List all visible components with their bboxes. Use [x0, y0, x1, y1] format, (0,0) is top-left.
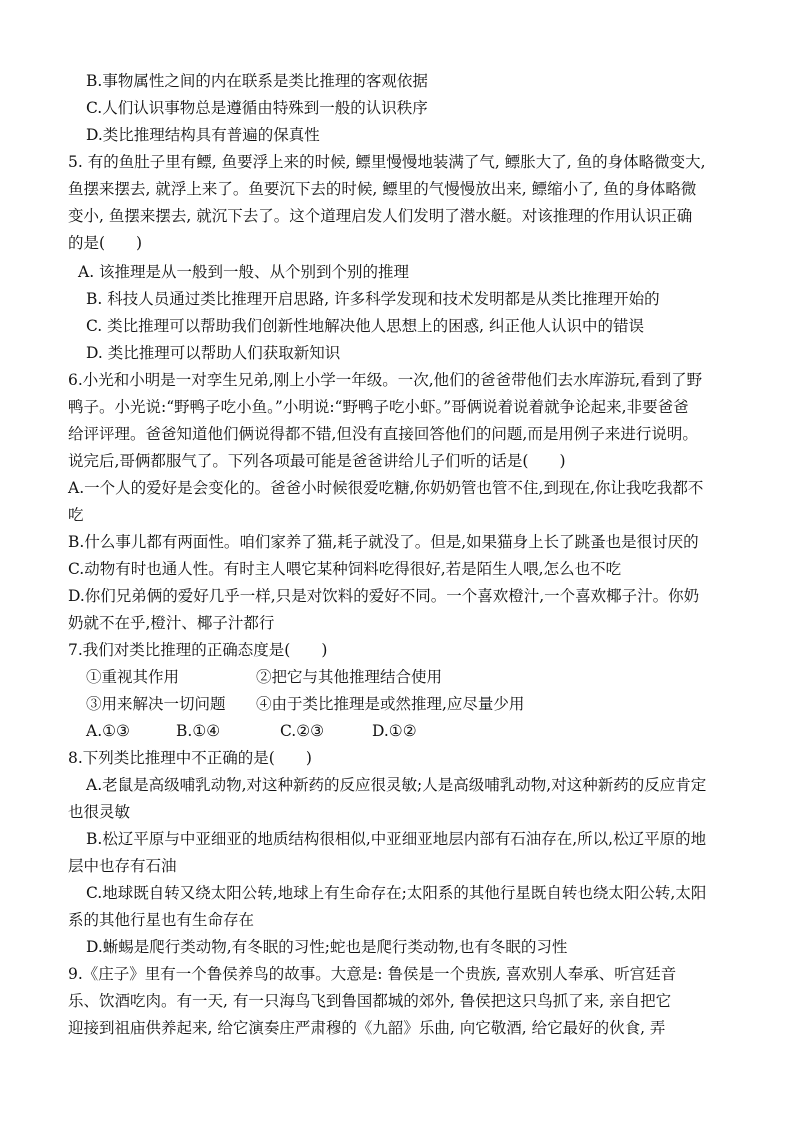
q8-option-b-cont: 层中也存有石油: [68, 857, 177, 875]
q6-option-d-cont: 奶就不在乎,橙汁、椰子汁都行: [68, 614, 275, 632]
q5-option-a: A. 该推理是从一般到一般、从个别到个别的推理: [78, 263, 410, 281]
prev-option-c: C.人们认识事物总是遵循由特殊到一般的认识秩序: [86, 99, 428, 117]
q8-option-b: B.松辽平原与中亚细亚的地质结构很相似,中亚细亚地层内部有石油存在,所以,松辽平原的地: [86, 830, 707, 848]
q6-stem-line-1: 6.小光和小明是一对孪生兄弟,刚上小学一年级。一次,他们的爸爸带他们去水库游玩,看到了野: [68, 371, 703, 389]
prev-option-d: D.类比推理结构具有普遍的保真性: [86, 126, 320, 144]
q7-stem: 7.我们对类比推理的正确态度是( ): [68, 641, 328, 659]
q7-item-2: ②把它与其他推理结合使用: [256, 668, 443, 686]
q6-stem-line-3: 给评评理。爸爸知道他们俩说得都不错,但没有直接回答他们的问题,而是用例子来进行说明。: [68, 425, 698, 443]
prev-option-b: B.事物属性之间的内在联系是类比推理的客观依据: [86, 72, 428, 90]
q7-option-b: B.①④: [176, 722, 221, 740]
q5-stem-line-4: 的是( ): [68, 234, 143, 252]
q5-stem-line-2: 鱼摆来摆去, 就浮上来了。鱼要沉下去的时候, 鳔里的气慢慢放出来, 鳔缩小了, 鱼的身体略微: [68, 180, 697, 198]
q5-option-d: D. 类比推理可以帮助人们获取新知识: [86, 344, 341, 362]
q9-stem-line-3: 迎接到祖庙供养起来, 给它演奏庄严肃穆的《九韶》乐曲, 向它敬酒, 给它最好的伙食, 弄: [68, 1019, 666, 1037]
q5-option-b: B. 科技人员通过类比推理开启思路, 许多科学发现和技术发明都是从类比推理开始的: [86, 290, 660, 308]
q8-option-a: A.老鼠是高级哺乳动物,对这种新药的反应很灵敏;人是高级哺乳动物,对这种新药的反应肯定: [86, 776, 707, 794]
q5-stem-line-1: 5. 有的鱼肚子里有鳔, 鱼要浮上来的时候, 鳔里慢慢地装满了气, 鳔胀大了, 鱼的身体略微变大,: [68, 153, 706, 171]
q6-option-a: A.一个人的爱好是会变化的。爸爸小时候很爱吃糖,你奶奶管也管不住,到现在,你让我吃我都不: [68, 479, 704, 497]
q7-item-4: ④由于类比推理是或然推理,应尽量少用: [256, 695, 525, 713]
q9-stem-line-1: 9.《庄子》里有一个鲁侯养鸟的故事。大意是: 鲁侯是一个贵族, 喜欢别人奉承、听宫廷音: [68, 965, 677, 983]
q7-option-a: A.①③: [86, 722, 130, 740]
q7-option-d: D.①②: [372, 722, 417, 740]
q7-option-c: C.②③: [280, 722, 325, 740]
q8-option-c-cont: 系的其他行星也有生命存在: [68, 911, 255, 929]
q8-stem: 8.下列类比推理中不正确的是( ): [68, 749, 312, 767]
q7-item-1: ①重视其作用: [86, 668, 180, 686]
q5-stem-line-3: 变小, 鱼摆来摆去, 就沉下去了。这个道理启发人们发明了潜水艇。对该推理的作用认识正确: [68, 207, 693, 225]
q6-option-a-cont: 吃: [68, 506, 84, 524]
q6-option-c: C.动物有时也通人性。有时主人喂它某种饲料吃得很好,若是陌生人喂,怎么也不吃: [68, 560, 622, 578]
q6-option-d: D.你们兄弟俩的爱好几乎一样,只是对饮料的爱好不同。一个喜欢橙汁,一个喜欢椰子汁。你奶: [68, 587, 700, 605]
q7-item-3: ③用来解决一切问题: [86, 695, 226, 713]
q6-stem-line-4: 说完后,哥俩都服气了。下列各项最可能是爸爸讲给儿子们听的话是( ): [68, 452, 566, 470]
q9-stem-line-2: 乐、饮酒吃肉。有一天, 有一只海鸟飞到鲁国都城的郊外, 鲁侯把这只鸟抓了来, 亲自把它: [68, 992, 672, 1010]
q6-stem-line-2: 鸭子。小光说:“野鸭子吃小鱼。”小明说:“野鸭子吃小虾。”哥俩说着说着就争论起来,非要爸爸: [68, 398, 689, 416]
q8-option-d: D.蜥蜴是爬行类动物,有冬眠的习性;蛇也是爬行类动物,也有冬眠的习性: [86, 938, 568, 956]
q6-option-b: B.什么事儿都有两面性。咱们家养了猫,耗子就没了。但是,如果猫身上长了跳蚤也是很讨厌的: [68, 533, 699, 551]
q8-option-a-cont: 也很灵敏: [68, 803, 131, 821]
q8-option-c: C.地球既自转又绕太阳公转,地球上有生命存在;太阳系的其他行星既自转也绕太阳公转,太阳: [86, 884, 707, 902]
q5-option-c: C. 类比推理可以帮助我们创新性地解决他人思想上的困惑, 纠正他人认识中的错误: [86, 317, 645, 335]
